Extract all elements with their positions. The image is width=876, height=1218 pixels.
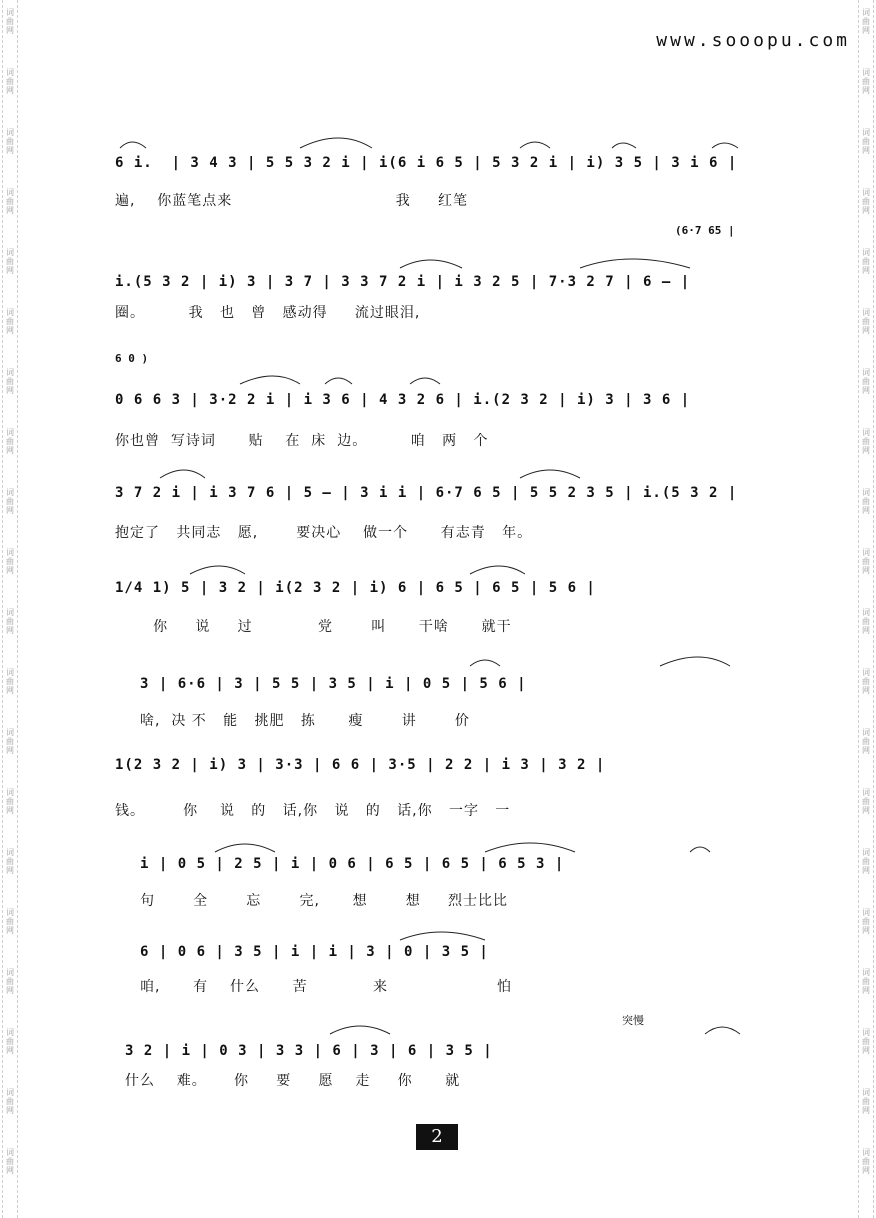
slur-arc <box>690 847 710 852</box>
watermark-text: 词 曲 网 <box>6 968 14 995</box>
watermark-text: 词 曲 网 <box>6 728 14 755</box>
watermark-text: 词 曲 网 <box>862 488 870 515</box>
slur-arc <box>660 657 730 666</box>
watermark-text: 词 曲 网 <box>6 188 14 215</box>
jianpu-notes-1: 6 i. | 3 4 3 | 5 5 3 2 i | i(6 i 6 5 | 5 3 2 i | i) 3 5 | 3 i 6 | <box>115 155 738 171</box>
watermark-text: 词 曲 网 <box>862 608 870 635</box>
watermark-text: 词 曲 网 <box>6 488 14 515</box>
watermark-text: 词 曲 网 <box>6 1088 14 1115</box>
staff-row-9 <box>140 944 790 974</box>
slur-arc <box>325 378 352 384</box>
watermark-text: 词 曲 网 <box>6 308 14 335</box>
watermark-text: 词 曲 网 <box>862 728 870 755</box>
jianpu-notes-5: 1/4 1) 5 | 3 2 | i(2 3 2 | i) 6 | 6 5 | 6 5 | 5 6 | <box>115 580 596 596</box>
tempo-marking: 突慢 <box>622 1014 644 1027</box>
staff-row-1 <box>115 155 765 185</box>
slur-arc <box>580 259 690 268</box>
watermark-text: 词 曲 网 <box>862 68 870 95</box>
watermark-text: 词 曲 网 <box>862 1148 870 1175</box>
jianpu-notes-4: 3 7 2 i | i 3 7 6 | 5 — | 3 i i | 6·7 6 5 | 5 5 2 3 5 | i.(5 3 2 | <box>115 485 738 501</box>
watermark-text: 词 曲 网 <box>862 308 870 335</box>
jianpu-notes-3: 0 6 6 3 | 3·2 2 i | i 3 6 | 4 3 2 6 | i.(2 3 2 | i) 3 | 3 6 | <box>115 392 691 408</box>
staff-row-10 <box>125 1043 775 1073</box>
lyrics-line-5: 你 说 过 党 叫 干啥 就干 <box>115 619 512 635</box>
lyrics-line-1: 遍, 你蓝笔点来 我 红笔 <box>115 193 469 209</box>
jianpu-notes-6: 3 | 6·6 | 3 | 5 5 | 3 5 | i | 0 5 | 5 6 | <box>140 676 527 692</box>
lyrics-line-7: 钱。 你 说 的 话,你 说 的 话,你 一字 一 <box>115 803 511 819</box>
watermark-text: 词 曲 网 <box>6 608 14 635</box>
watermark-text: 词 曲 网 <box>862 428 870 455</box>
slur-arc <box>400 932 485 940</box>
staff-row-5 <box>115 580 765 610</box>
slur-arc <box>520 142 550 148</box>
jianpu-notes-10: 3 2 | i | 0 3 | 3 3 | 6 | 3 | 6 | 3 5 | <box>125 1043 493 1059</box>
jianpu-notes-8: i | 0 5 | 2 5 | i | 0 6 | 6 5 | 6 5 | 6 5 3 | <box>140 856 565 872</box>
lyrics-line-4: 抱定了 共同志 愿, 要决心 做一个 有志青 年。 <box>115 525 533 541</box>
watermark-text: 词 曲 网 <box>6 908 14 935</box>
watermark-text: 词 曲 网 <box>862 248 870 275</box>
watermark-text: 词 曲 网 <box>6 668 14 695</box>
watermark-text: 词 曲 网 <box>6 248 14 275</box>
slur-arc <box>520 470 580 478</box>
slur-arc <box>215 844 275 852</box>
watermark-text: 词 曲 网 <box>862 548 870 575</box>
slur-arc <box>160 470 205 478</box>
watermark-text: 词 曲 网 <box>6 428 14 455</box>
site-url: www.sooopu.com <box>656 30 850 51</box>
closing-notes-annotation: 6 0 ) <box>115 352 149 365</box>
watermark-text: 词 曲 网 <box>6 788 14 815</box>
watermark-text: 词 曲 网 <box>6 1028 14 1055</box>
jianpu-notes-2: i.(5 3 2 | i) 3 | 3 7 | 3 3 7 2 i | i 3 2 5 | 7·3 2 7 | 6 — | <box>115 274 691 290</box>
watermark-text: 词 曲 网 <box>862 968 870 995</box>
page-number-badge: 2 <box>416 1124 458 1150</box>
watermark-text: 词 曲 网 <box>6 848 14 875</box>
watermark-text: 词 曲 网 <box>6 1148 14 1175</box>
watermark-text: 词 曲 网 <box>862 8 870 35</box>
slur-arc <box>485 843 575 852</box>
slur-arc <box>470 566 525 574</box>
slur-arc <box>300 138 372 148</box>
jianpu-notes-7: 1(2 3 2 | i) 3 | 3·3 | 6 6 | 3·5 | 2 2 | i 3 | 3 2 | <box>115 757 606 773</box>
watermark-text: 词 曲 网 <box>862 848 870 875</box>
lyrics-line-3: 你也曾 写诗词 贴 在 床 边。 咱 两 个 <box>115 433 489 449</box>
slur-arc <box>400 260 462 268</box>
watermark-text: 词 曲 网 <box>6 8 14 35</box>
slur-arc <box>120 142 146 148</box>
lyrics-line-2: 圈。 我 也 曾 感动得 流过眼泪, <box>115 305 421 321</box>
staff-row-6 <box>140 676 790 706</box>
slur-arc <box>470 660 500 666</box>
slur-arc <box>712 143 738 148</box>
watermark-text: 词 曲 网 <box>862 908 870 935</box>
bracketed-notes-annotation: (6·7 65 | <box>675 224 735 237</box>
lyrics-line-8: 句 全 忘 完, 想 想 烈士比比 <box>140 893 509 909</box>
lyrics-line-6: 啥, 决 不 能 挑肥 拣 瘦 讲 价 <box>140 713 470 729</box>
slur-arc <box>612 143 636 148</box>
staff-row-2 <box>115 274 765 304</box>
staff-row-3 <box>115 392 765 422</box>
jianpu-notes-9: 6 | 0 6 | 3 5 | i | i | 3 | 0 | 3 5 | <box>140 944 489 960</box>
staff-row-8 <box>140 856 790 886</box>
watermark-text: 词 曲 网 <box>6 68 14 95</box>
lyrics-line-9: 咱, 有 什么 苦 来 怕 <box>140 979 513 995</box>
watermark-text: 词 曲 网 <box>862 788 870 815</box>
slur-arc <box>330 1026 390 1034</box>
watermark-text: 词 曲 网 <box>862 1088 870 1115</box>
watermark-text: 词 曲 网 <box>862 1028 870 1055</box>
slur-arc <box>190 566 245 574</box>
staff-row-4 <box>115 485 765 515</box>
watermark-text: 词 曲 网 <box>862 128 870 155</box>
staff-row-7 <box>115 757 765 787</box>
watermark-text: 词 曲 网 <box>862 668 870 695</box>
watermark-text: 词 曲 网 <box>862 188 870 215</box>
slur-arc <box>410 378 440 384</box>
watermark-text: 词 曲 网 <box>6 368 14 395</box>
watermark-text: 词 曲 网 <box>6 548 14 575</box>
slur-arc <box>240 376 300 384</box>
watermark-text: 词 曲 网 <box>862 368 870 395</box>
slur-arc <box>705 1027 740 1034</box>
lyrics-line-10: 什么 难。 你 要 愿 走 你 就 <box>125 1073 461 1089</box>
watermark-text: 词 曲 网 <box>6 128 14 155</box>
